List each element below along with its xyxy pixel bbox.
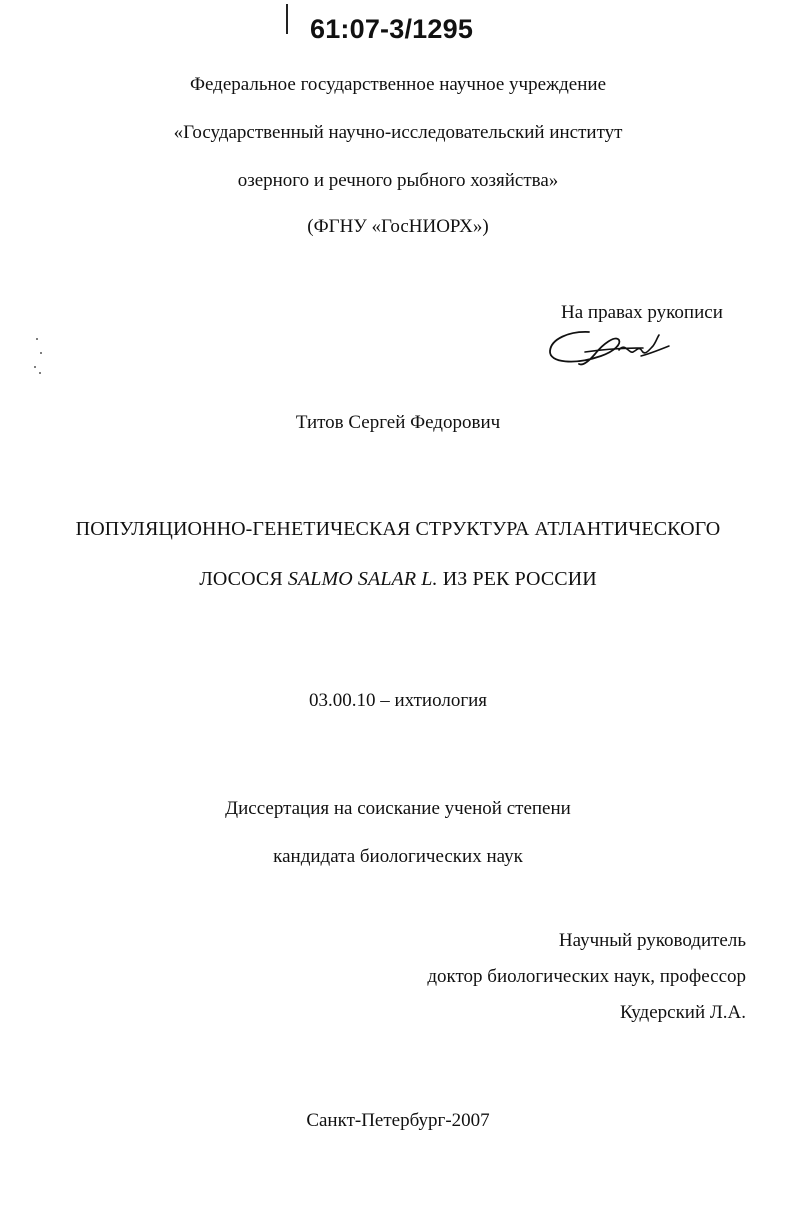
institution-line-1: Федеральное государственное научное учреждение [189,74,607,95]
degree-line-1: Диссертация на соискание ученой степени [225,798,571,819]
dissertation-title-line-1: ПОПУЛЯЦИОННО-ГЕНЕТИЧЕСКАЯ СТРУКТУРА АТЛАНТИЧЕСКОГО [75,518,721,540]
stamp-mark [286,4,288,34]
author-name: Титов Сергей Федорович [295,412,501,433]
dissertation-title-line-2 [0,568,796,591]
specialty: 03.00.10 – ихтиология [308,690,488,711]
institution-line-2: «Государственный научно-исследовательский институт [173,122,623,143]
place-year: Санкт-Петербург-2007 [306,1110,490,1131]
institution-abbreviation: (ФГНУ «ГосНИОРХ») [307,216,489,237]
supervisor-label: Научный руководитель [558,930,746,951]
title-prefix: ЛОСОСЯ [199,568,288,590]
supervisor-title: доктор биологических наук, профессор [427,966,746,987]
supervisor-name: Кудерский Л.А. [619,1002,746,1023]
institution-line-3: озерного и речного рыбного хозяйства» [237,170,559,191]
title-suffix: ИЗ РЕК РОССИИ [437,568,597,590]
archive-stamp-code: 61:07-3/1295 [310,14,474,44]
signature [545,326,675,372]
degree-line-2: кандидата биологических наук [273,846,523,867]
manuscript-rights: На правах рукописи [561,302,723,323]
title-latin-name: SALMO SALAR L. [287,568,438,590]
